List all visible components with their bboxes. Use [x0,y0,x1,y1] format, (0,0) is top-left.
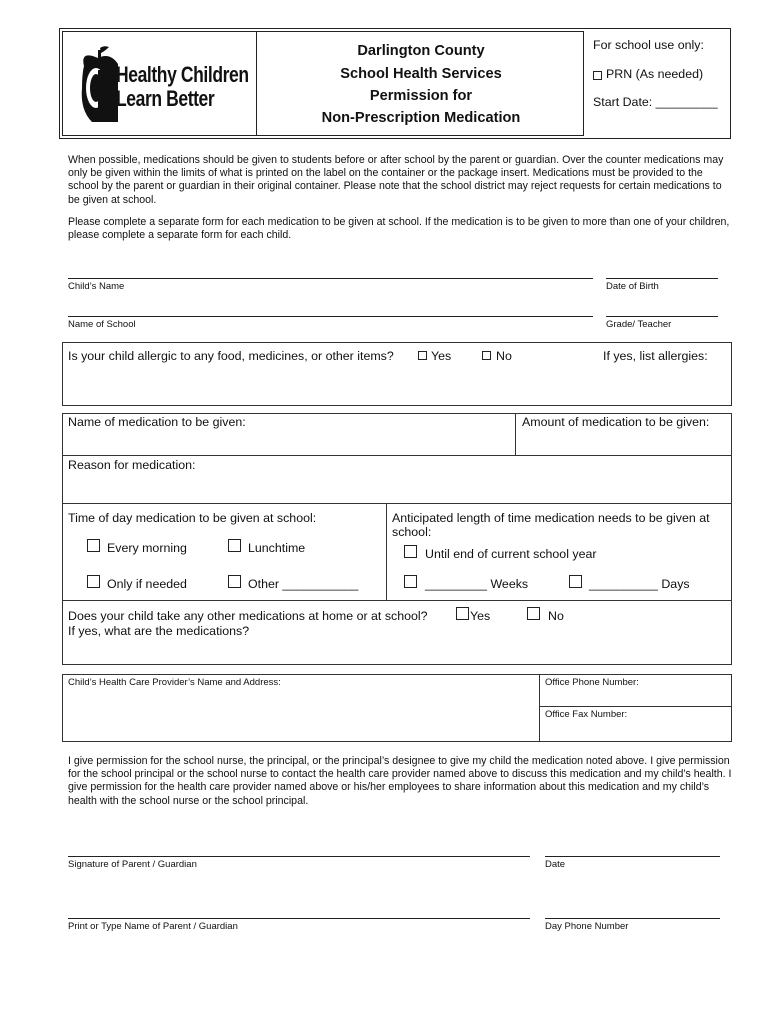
signature-label: Signature of Parent / Guardian [68,859,197,870]
logo [78,44,250,124]
intro-paragraph-2: Please complete a separate form for each medication to be given at school. If the medication is to be given to more than one of your children, please complete a separate form for each child. [68,216,730,242]
office-fax-label: Office Fax Number: [545,709,628,720]
allergy-no-checkbox[interactable] [482,351,491,360]
title-line-2: School Health Services [340,66,502,82]
other-meds-question: Does your child take any other medications at home or at school? [68,609,428,623]
lunchtime-checkbox[interactable] [228,539,241,552]
med-row-divider-2 [62,503,732,504]
med-row-divider-3 [62,600,732,601]
prn-checkbox[interactable] [593,71,602,80]
allergy-yes-checkbox[interactable] [418,351,427,360]
other-meds-yes-checkbox[interactable] [456,607,469,620]
allergy-no-label: No [496,349,512,363]
print-name-label: Print or Type Name of Parent / Guardian [68,921,238,932]
school-name-field[interactable] [68,316,593,317]
other-meds-list-label: If yes, what are the medications? [68,624,250,638]
med-name-label: Name of medication to be given: [68,415,246,429]
only-if-needed-label: Only if needed [107,577,187,591]
date-label: Date [545,859,566,870]
day-phone-label: Day Phone Number [545,921,629,932]
provider-phone-fax-divider [539,706,732,707]
days-checkbox[interactable] [569,575,582,588]
med-name-divider [515,413,516,456]
grade-teacher-field[interactable] [606,316,718,317]
length-of-time-label: Anticipated length of time medication needs to be given at school: [392,511,710,539]
date-field[interactable] [545,856,720,857]
days-label: __________ Days [589,577,690,591]
page-title: Non-Prescription Medication [321,110,521,126]
provider-divider [539,674,540,742]
logo-line-2: Learn Better [116,86,215,111]
other-time-checkbox[interactable] [228,575,241,588]
signature-field[interactable] [68,856,530,857]
provider-name-label: Child’s Health Care Provider’s Name and Address: [68,677,281,688]
childs-name-label: Child’s Name [68,281,125,292]
time-of-day-label: Time of day medication to be given at school: [68,511,317,525]
office-phone-label: Office Phone Number: [545,677,639,688]
other-meds-no-label: No [548,609,564,623]
title-line-3: Permission for [369,88,473,104]
med-amount-label: Amount of medication to be given: [522,415,710,429]
weeks-checkbox[interactable] [404,575,417,588]
until-end-checkbox[interactable] [404,545,417,558]
every-morning-label: Every morning [107,541,187,555]
start-date-label: Start Date: _________ [593,95,718,109]
day-phone-field[interactable] [545,918,720,919]
print-name-field[interactable] [68,918,530,919]
other-meds-no-checkbox[interactable] [527,607,540,620]
until-end-label: Until end of current school year [425,547,597,561]
allergy-question: Is your child allergic to any food, medicines, or other items? [68,349,394,363]
school-use-label: For school use only: [593,38,704,52]
childs-name-field[interactable] [68,278,593,279]
prn-label: PRN (As needed) [606,67,704,81]
allergy-yes-label: Yes [431,349,452,363]
school-name-label: Name of School [68,319,136,330]
only-if-needed-checkbox[interactable] [87,575,100,588]
permission-paragraph: I give permission for the school nurse, the principal, or the principal’s designee to give my child the medication noted above. I give permission for the school principal or the school nurse to contact the health care provider named above to discuss this medication and my child’s health. I give permission for the health care provider named above or his/her employees to share information about this medication and my child’s health with the school nurse or the school principal. [68,755,732,807]
date-of-birth-label: Date of Birth [606,281,659,292]
allergy-list-label: If yes, list allergies: [603,349,708,363]
grade-teacher-label: Grade/ Teacher [606,319,672,330]
weeks-label: _________ Weeks [425,577,529,591]
lunchtime-label: Lunchtime [248,541,306,555]
time-length-divider [386,503,387,601]
date-of-birth-field[interactable] [606,278,718,279]
title-line-1: Darlington County [357,43,485,59]
med-reason-label: Reason for medication: [68,458,196,472]
logo-line-1: Healthy Children [116,62,249,87]
other-meds-yes-label: Yes [470,609,491,623]
intro-paragraph-1: When possible, medications should be given to students before or after school by the parent or guardian. Over the counter medications may only be given within the limits of what is printed on the label on the container or the package insert. Medications must be provided to the school by the parent or guardian in their original container. Please note that the school district may reject requests for certain medications to be given at school. [68,154,724,206]
every-morning-checkbox[interactable] [87,539,100,552]
other-time-label: Other ___________ [248,577,359,591]
med-row-divider-1 [62,455,732,456]
